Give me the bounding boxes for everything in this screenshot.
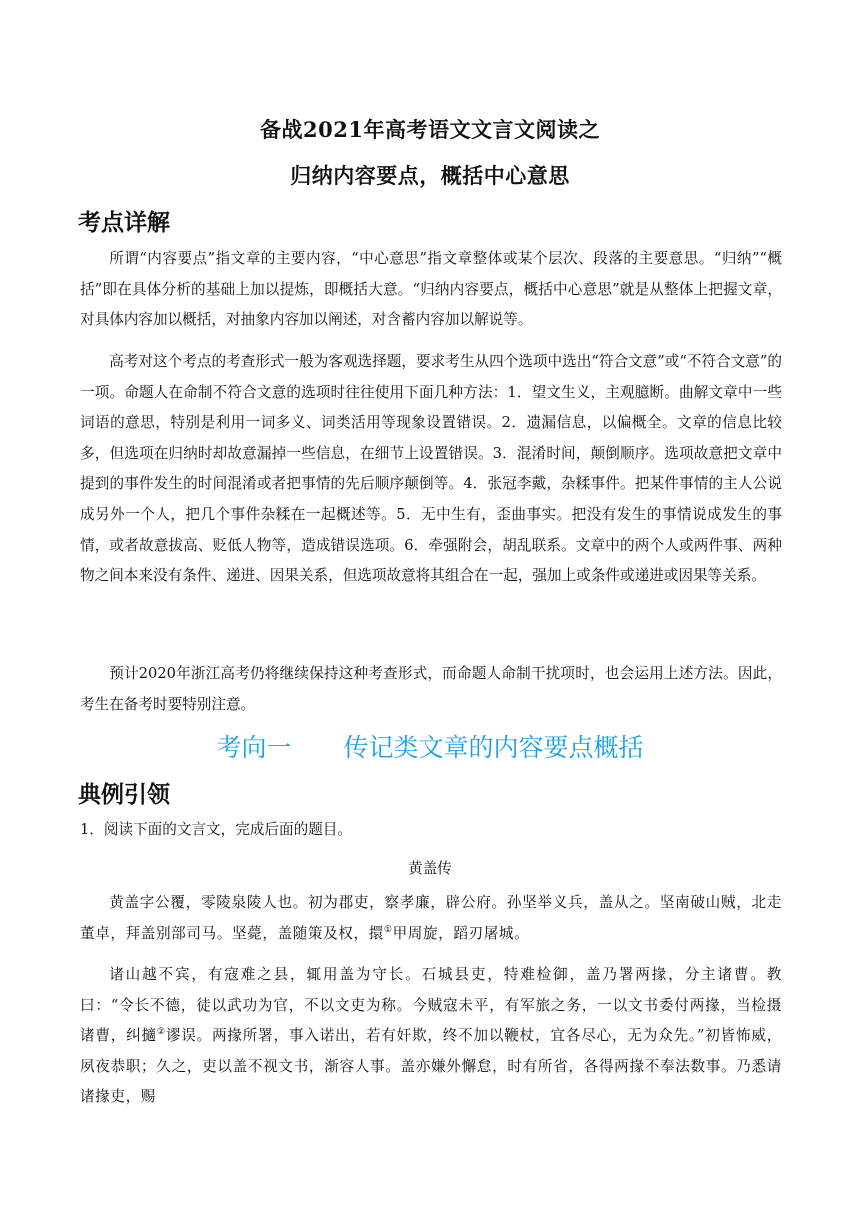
passage-text: 甲周旋，蹈刃屠城。: [392, 924, 530, 942]
passage-text: 诸山越不宾，有寇难之县，辄用盖为守长。石城县吏，特难检御，盖乃署两掾，分主诸曹。教曰：“令长不德，徒以武功为官，不以文吏为称。今贼寇未平，有军旅之务，一以文书委付两掾，当检摄诸曹，纠擿: [80, 966, 782, 1045]
question-instruction: 1．阅读下面的文言文，完成后面的题目。: [80, 821, 352, 838]
blue-topic-heading: [0, 728, 860, 764]
footnote-marker: ①: [383, 924, 393, 935]
section-heading-examples: 典例引领: [78, 782, 170, 808]
paragraph-exam-methods: 高考对这个考点的考查形式一般为客观选择题，要求考生从四个选项中选出“符合文意”或“不符合文意”的一项。命题人在命制不符合文意的选项时往往使用下面几种方法：1．望文生义，主观臆断。曲解文章中一些词语的意思，特别是利用一词多义、词类活用等现象设置错误。2．遗漏信息，以偏概全。文章的信息比较多，但选项在归纳时却故意漏掉一些信息，在细节上设置错误。3．混淆时间，颠倒顺序。选项故意把文章中提到的事件发生的时间混淆或者把事情的先后顺序颠倒等。4．张冠李戴，杂糅事件。把某件事情的主人公说成另外一个人，把几个事件杂糅在一起概述等。5．无中生有，歪曲事实。把没有发生的事情说成发生的事情，或者故意拔高、贬低人物等，造成错误选项。6．牵强附会，胡乱联系。文章中的两个人或两件事、两种物之间本来没有条件、递进、因果关系，但选项故意将其组合在一起，强加上或条件或递进或因果等关系。: [80, 353, 782, 585]
topic-title: 传记类文章的内容要点概括: [343, 733, 644, 762]
document-title-line1: 备战2021年高考语文文言文阅读之: [260, 117, 600, 142]
paragraph-definition: 所谓“内容要点”指文章的主要内容，“中心意思”指文章整体或某个层次、段落的主要意思。“归纳”“概括”即在具体分析的基础上加以提炼，即概括大意。“归纳内容要点，概括中心意思”就是从整体上把握文章，对具体内容加以概括，对抽象内容加以阐述，对含蓄内容加以解说等。: [80, 250, 782, 329]
paragraph-forecast: 预计2020年浙江高考仍将继续保持这种考查形式，而命题人命制干扰项时，也会运用上述方法。因此，考生在备考时要特别注意。: [80, 665, 782, 713]
section-heading-kaodian: 考点详解: [78, 210, 170, 236]
passage-paragraph-2: [80, 960, 782, 1113]
passage-text: 黄盖字公覆，零陵泉陵人也。初为郡吏，察孝廉，辟公府。孙坚举义兵，盖从之。坚南破山贼，北走董卓，拜盖别部司马。坚薨，盖随策及权，擐: [80, 894, 782, 942]
footnote-marker: ②: [156, 1027, 166, 1038]
document-title-line2: 归纳内容要点，概括中心意思: [290, 163, 570, 188]
passage-text: 谬误。两掾所署，事入诺出，若有奸欺，终不加以鞭杖，宜各尽心，无为众先。”初皆怖威，夙夜恭职；久之，吏以盖不视文书，渐容人事。盖亦嫌外懈怠，时有所省，各得两掾不奉法数事。乃悉请诸掾吏，赐: [80, 1027, 783, 1106]
passage-title: 黄盖传: [408, 860, 452, 877]
passage-paragraph-1: [80, 888, 782, 949]
topic-number: 考向一: [216, 733, 292, 762]
